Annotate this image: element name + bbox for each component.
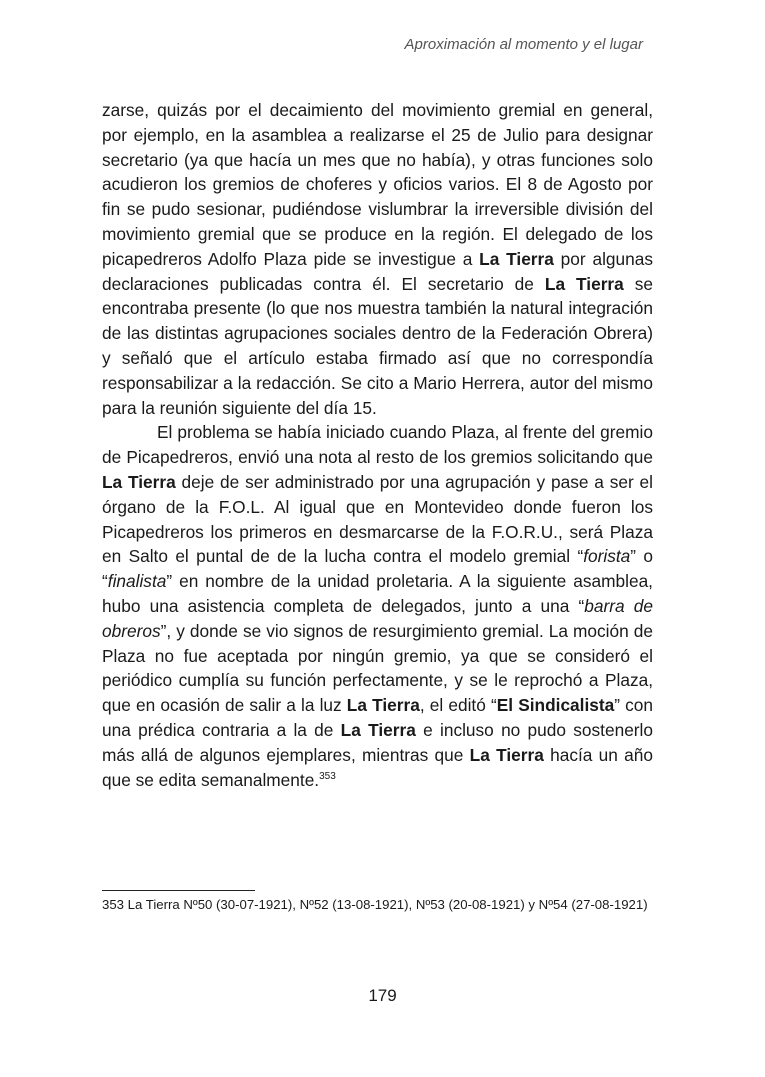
bold-text: La Tierra [469, 744, 544, 765]
paragraph [102, 420, 653, 792]
text-run: El problema se había iniciado cuando Plaza, al frente del gremio de Picapedreros, envió una nota al resto de los gremios solicitando que [102, 422, 653, 468]
text-run: zarse, quizás por el decaimiento del movimiento gremial en general, por ejemplo, en la asamblea a realizarse el 25 de Julio para designar secretario (ya que hacía un mes que no había), y otras funciones solo acudieron los gremios de choferes y oficios varios. El 8 de Agosto por fin se pudo sesionar, pudiéndose vislumbrar la irreversible división del movimiento gremial que se produce en la región. El delegado de los picapedreros Adolfo Plaza pide se investigue a [102, 100, 653, 269]
italic-text: barra de obreros [102, 595, 653, 641]
text-run: e incluso no pudo sostenerlo más allá de algunos ejemplares, mientras que [102, 719, 654, 765]
bold-text: La Tierra [479, 248, 554, 269]
text-run: hacía un año que se edita semanalmente. [102, 744, 654, 790]
text-run: , el editó “ [419, 695, 497, 716]
bold-text: La Tierra [544, 273, 624, 294]
text-run: deje de ser administrado por una agrupación y pase a ser el órgano de la F.O.L. Al igual que en Montevideo donde fueron los Picapedreros los primeros en desmarcarse de la F.O.R.U., será Plaza en Salto el puntal de de la lucha contra el modelo gremial “ [102, 471, 653, 567]
text-run: se encontraba presente (lo que nos muestra también la natural integración de las distintas agrupaciones sociales dentro de la Federación Obrera) y señaló que el artículo estaba firmado así que no correspondía responsabilizar a la redacción. Se cito a Mario Herrera, autor del mismo para la reunión siguiente del día 15. [102, 273, 653, 418]
paragraph [102, 98, 653, 420]
footnote-ref: 353 [319, 770, 336, 782]
footnote: 353 La Tierra Nº50 (30-07-1921), Nº52 (13-08-1921), Nº53 (20-08-1921) y Nº54 (27-08-1921) [102, 897, 648, 912]
page-number: 179 [368, 986, 397, 1005]
text-run: ”, y donde se vio signos de resurgimiento gremial. La moción de Plaza no fue aceptada por ningún gremio, ya que se consideró el periódico cumplía su función perfectamente, y se le reprochó a Plaza, que en ocasión de salir a la luz [102, 620, 653, 716]
bold-text: El Sindicalista [496, 695, 615, 716]
bold-text: La Tierra [346, 695, 420, 716]
text-run: ” en nombre de la unidad proletaria. A la siguiente asamblea, hubo una asistencia completa de delegados, junto a una “ [102, 571, 653, 616]
text-run: ” o “ [102, 546, 654, 592]
bold-text: La Tierra [340, 719, 416, 740]
footnote-rule [102, 890, 255, 891]
italic-text: finalista [107, 571, 167, 592]
body-text [102, 98, 653, 792]
text-run: por algunas declaraciones publicadas contra él. El secretario de [102, 248, 653, 294]
bold-text: La Tierra [102, 471, 176, 492]
text-run: ” con una prédica contraria a la de [102, 695, 654, 740]
running-header: Aproximación al momento y el lugar [404, 36, 643, 53]
italic-text: forista [583, 546, 631, 567]
